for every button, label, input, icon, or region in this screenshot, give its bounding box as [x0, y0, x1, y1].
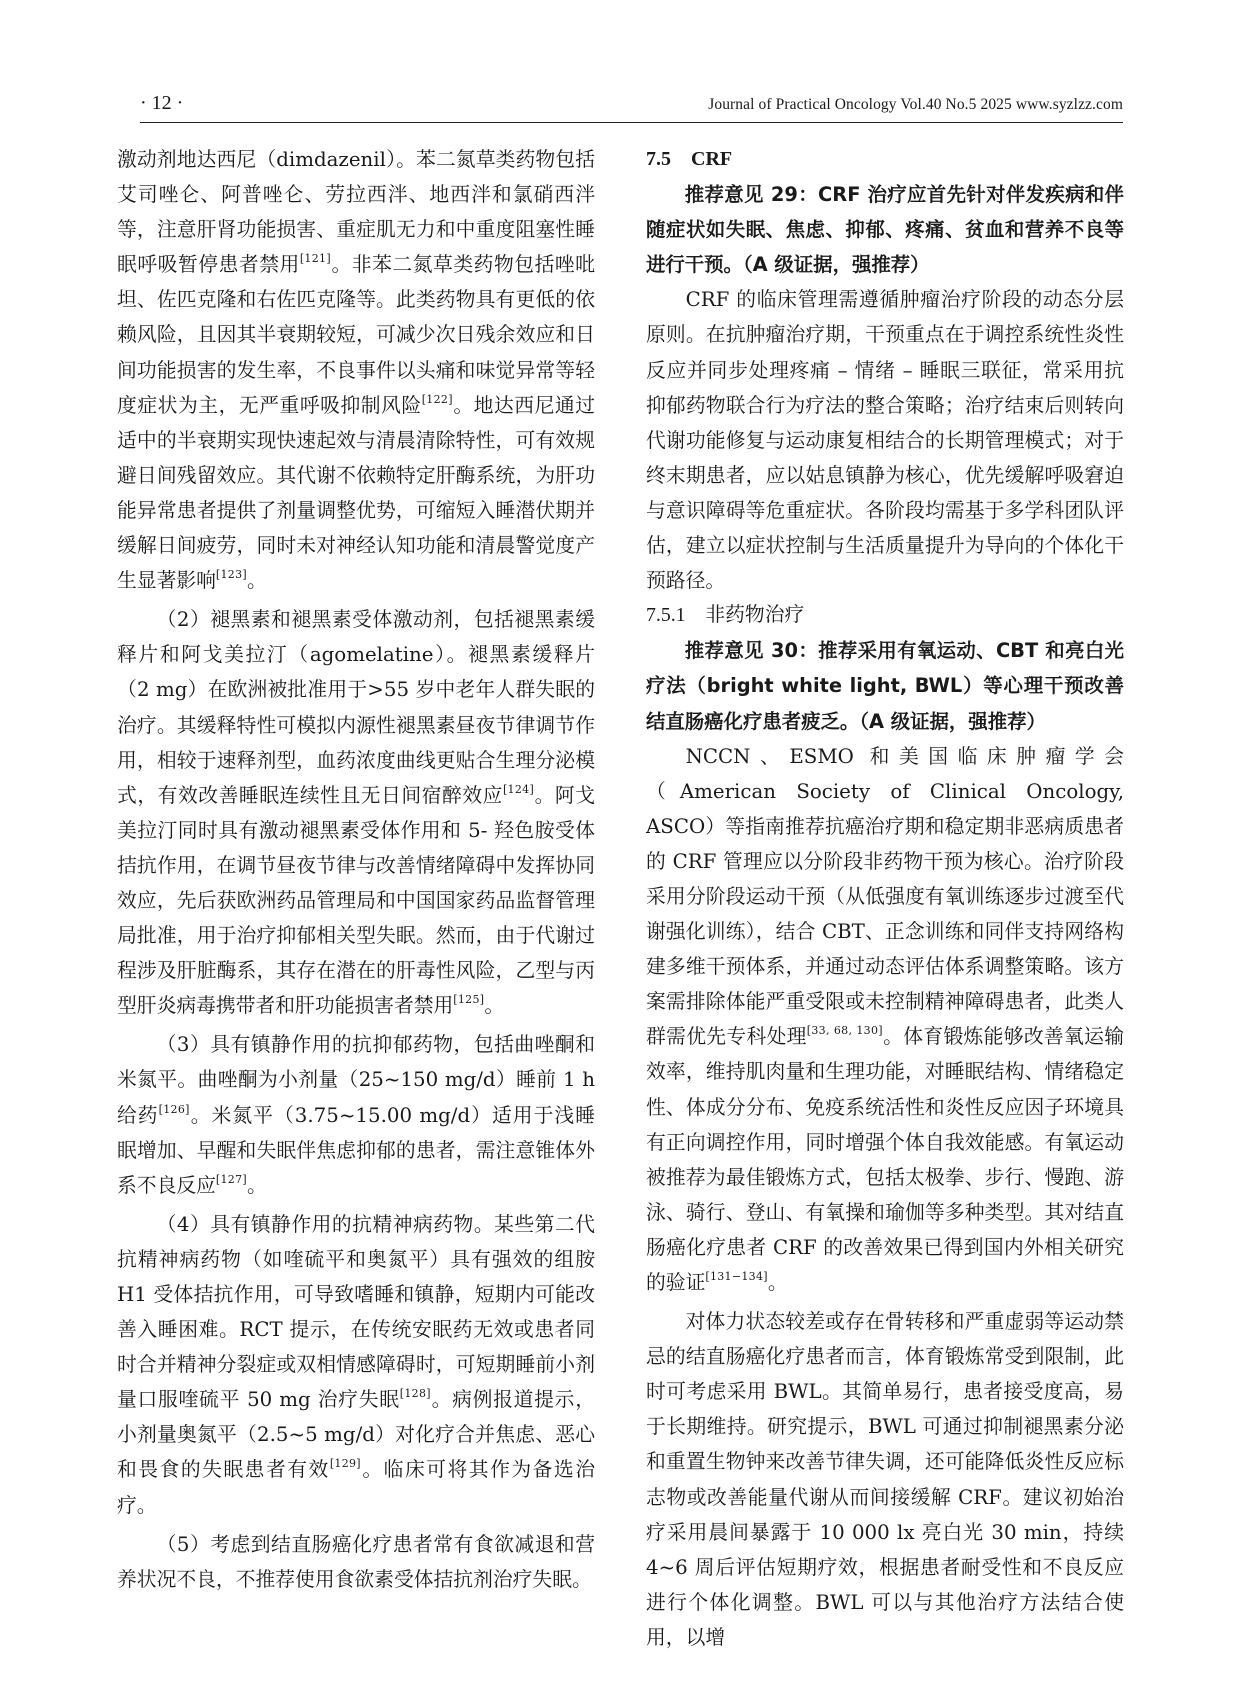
- citation: [33, 68, 130]: [806, 1024, 883, 1038]
- section-heading: 7.5 CRF: [646, 148, 733, 170]
- paragraph-antipsychotics: （4）具有镇静作用的抗精神病药物。某些第二代抗精神病药物（如喹硫平和奥氮平）具有强效的组胺 H1 受体拮抗作用，可导致嗜睡和镇静，短期内可能改善入睡困难。RCT 提示，在传统安眠药无效或患者同时合并精神分裂症或双相情感障碍时，可短期睡前小剂量口服喹硫平 50 mg 治疗失眠[128]。病例报道提示，小剂量奥氮平（2.5~5 mg/d）对化疗合并焦虑、恶心和畏食的失眠患者有效[129]。临床可将其作为备选治疗。: [117, 1212, 595, 1517]
- citation: [128]: [399, 1387, 431, 1401]
- citation: [129]: [329, 1457, 361, 1471]
- right-column: [646, 142, 1124, 1655]
- page-number: · 12 ·: [140, 92, 184, 114]
- paragraph-melatonin: （2）褪黑素和褪黑素受体激动剂，包括褪黑素缓释片和阿戈美拉汀（agomelatine）。褪黑素缓释片（2 mg）在欧洲被批准用于>55 岁中老年人群失眠的治疗。其缓释特性可模拟内源性褪黑素昼夜节律调节作用，相较于速释剂型，血药浓度曲线更贴合生理分泌模式，有效改善睡眠连续性且无日间宿醉效应[124]。阿戈美拉汀同时具有激动褪黑素受体作用和 5- 羟色胺受体拮抗作用，在调节昼夜节律与改善情绪障碍中发挥协同效应，先后获欧洲药品管理局和中国国家药品监督管理局批准，用于治疗抑郁相关型失眠。然而，由于代谢过程涉及肝脏酶系，其存在潜在的肝毒性风险，乙型与丙型肝炎病毒携带者和肝功能损害者禁用[125]。: [117, 608, 595, 1018]
- citation: [126]: [158, 1102, 190, 1116]
- paragraph-orexin: （5）考虑到结直肠癌化疗患者常有食欲减退和营养状况不良，不推荐使用食欲素受体拮抗剂治疗失眠。: [117, 1532, 595, 1591]
- citation: [127]: [215, 1172, 248, 1186]
- paragraph-bwl: 对体力状态较差或存在骨转移和严重虚弱等运动禁忌的结直肠癌化疗患者而言，体育锻炼常受到限制，此时可考虑采用 BWL。其简单易行，患者接受度高，易于长期维持。研究提示，BWL 可通过抑制褪黑素分泌和重置生物钟来改善节律失调，还可能降低炎性反应标志物或改善能量代谢从而间接缓解 CRF。建议初始治疗采用晨间暴露于 10 000 lx 亮白光 30 min，持续 4~6 周后评估短期疗效，根据患者耐受性和不良反应进行个体化调整。BWL 可以与其他治疗方法结合使用，以增: [646, 1310, 1124, 1649]
- citation: [131−134]: [705, 1270, 768, 1283]
- recommendation-30: 推荐意见 30：推荐采用有氧运动、CBT 和亮白光疗法（bright white light, BWL）等心理干预改善结直肠癌化疗患者疲乏。（A 级证据，强推荐）: [646, 639, 1124, 733]
- citation: [121]: [299, 252, 331, 266]
- paragraph-guidelines: NCCN、ESMO 和美国临床肿瘤学会（American Society of Clinical Oncology, ASCO）等指南推荐抗癌治疗期和稳定期非恶病质患者的 CRF 管理应以分阶段非药物干预为核心。治疗阶段采用分阶段运动干预（从低强度有氧训练逐步过渡至代谢强化训练），结合 CBT、正念训练和同伴支持网络构建多维干预体系，并通过动态评估体系调整策略。该方案需排除体能严重受限或未控制精神障碍患者，此类人群需优先专科处理[33, 68, 130]。体育锻炼能够改善氧运输效率，维持肌肉量和生理功能，对睡眠结构、情绪稳定性、体成分分布、免疫系统活性和炎性反应因子环境具有正向调控作用，同时增强个体自我效能感。有氧运动被推荐为最佳锻炼方式，包括太极拳、步行、慢跑、游泳、骑行、登山、有氧操和瑜伽等多种类型。其对结直肠癌化疗患者 CRF 的改善效果已得到国内外相关研究的验证[131−134]。: [646, 744, 1124, 1294]
- recommendation-29: 推荐意见 29：CRF 治疗应首先针对伴发疾病和伴随症状如失眠、焦虑、抑郁、疼痛、贫血和营养不良等进行干预。（A 级证据，强推荐）: [646, 183, 1124, 277]
- page-header: [140, 92, 1123, 123]
- citation: [122]: [421, 392, 453, 406]
- subsection-heading: 7.5.1 非药物治疗: [646, 604, 805, 627]
- citation: [125]: [453, 993, 485, 1007]
- journal-running-title: Journal of Practical Oncology Vol.40 No.5 2025 www.syzlzz.com: [708, 96, 1123, 113]
- citation: [123]: [215, 568, 248, 582]
- paragraph-antidepressants: （3）具有镇静作用的抗抑郁药物，包括曲唑酮和米氮平。曲唑酮为小剂量（25~150 mg/d）睡前 1 h 给药[126]。米氮平（3.75~15.00 mg/d）适用于浅睡眠增加、早醒和失眠伴焦虑抑郁的患者，需注意锥体外系不良反应[127]。: [117, 1033, 595, 1197]
- left-column: [117, 142, 595, 1597]
- paragraph-benzodiazepines: 激动剂地达西尼（dimdazenil）。苯二氮草类药物包括艾司唑仑、阿普唑仑、劳拉西泮、地西泮和氯硝西泮等，注意肝肾功能损害、重症肌无力和中重度阻塞性睡眠呼吸暂停患者禁用[121]。非苯二氮草类药物包括唑吡坦、佐匹克隆和右佐匹克隆等。此类药物具有更低的依赖风险，且因其半衰期较短，可减少次日残余效应和日间功能损害的发生率，不良事件以头痛和味觉异常等轻度症状为主，无严重呼吸抑制风险[122]。地达西尼通过适中的半衰期实现快速起效与清晨清除特性，可有效规避日间残留效应。其代谢不依赖特定肝酶系统，为肝功能异常患者提供了剂量调整优势，可缩短入睡潜伏期并缓解日间疲劳，同时未对神经认知功能和清晨警觉度产生显著影响[123]。: [117, 148, 595, 593]
- paragraph-crf-management: CRF 的临床管理需遵循肿瘤治疗阶段的动态分层原则。在抗肿瘤治疗期，干预重点在于调控系统性炎性反应并同步处理疼痛 – 情绪 – 睡眠三联征，常采用抗抑郁药物联合行为疗法的整合策略；治疗结束后则转向代谢功能修复与运动康复相结合的长期管理模式；对于终末期患者，应以姑息镇静为核心，优先缓解呼吸窘迫与意识障碍等危重症状。各阶段均需基于多学科团队评估，建立以症状控制与生活质量提升为导向的个体化干预路径。: [646, 288, 1124, 593]
- citation: [124]: [502, 782, 535, 796]
